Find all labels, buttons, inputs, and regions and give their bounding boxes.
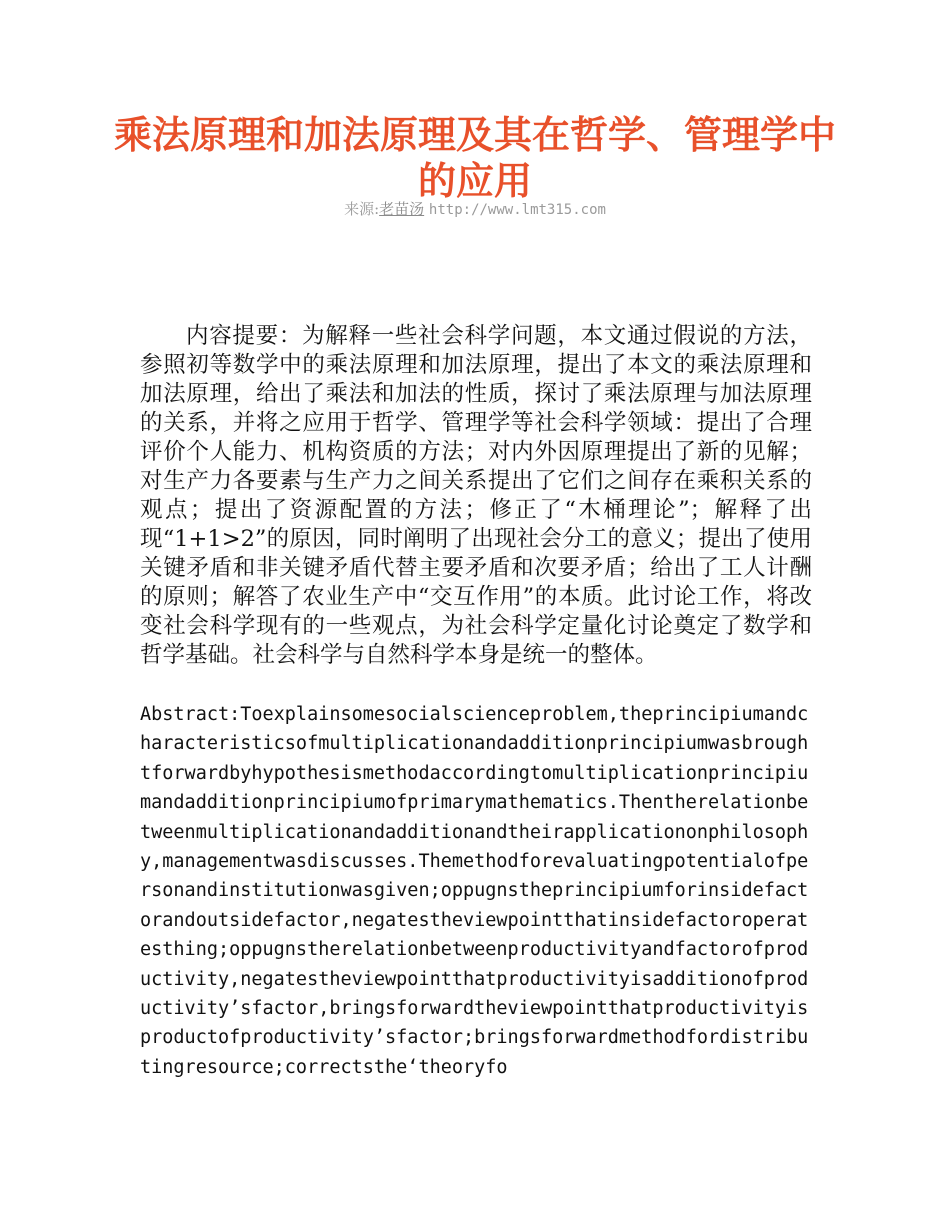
source-author-link[interactable]: 老苗汤: [379, 200, 425, 218]
source-line: [100, 198, 850, 221]
document-title: 乘法原理和加法原理及其在哲学、管理学中的应用: [113, 112, 836, 203]
english-abstract: Abstract:Toexplainsomesocialscienceproblem,theprincipiumandcharacteristicsofmultiplicationandadditionprincipiumwasbroughtforwardbyhypothesismethodaccordingtomultiplicationprincipiumandadditionprincipiumofprimarymathematics.Thentherelationbetweenmultiplicationandadditionandtheirapplicationonphilosophy,managementwasdiscusses.Themethodforevaluatingpotentialofpersonandinstitutionwasgiven;oppugnstheprincipiumforinsidefactorandoutsidefactor,negatestheviewpointthatinsidefactoroperatesthing;oppugnstherelationbetweenproductivityandfactorofproductivity,negatestheviewpointthatproductivityisadditionofproductivity’sfactor,bringsforwardtheviewpointthatproductivityisproductofproductivity’sfactor;bringsforwardmethodfordistributingresource;correctsthe‘theoryfo: [140, 704, 809, 1078]
chinese-abstract: 内容提要：为解释一些社会科学问题，本文通过假说的方法，参照初等数学中的乘法原理和加法原理，提出了本文的乘法原理和加法原理，给出了乘法和加法的性质，探讨了乘法原理与加法原理的关系，并将之应用于哲学、管理学等社会科学领域：提出了合理评价个人能力、机构资质的方法；对内外因原理提出了新的见解；对生产力各要素与生产力之间关系提出了它们之间存在乘积关系的观点；提出了资源配置的方法；修正了“木桶理论”；解释了出现“1+1>2”的原因，同时阐明了出现社会分工的意义；提出了使用关键矛盾和非关键矛盾代替主要矛盾和次要矛盾；给出了工人计酬的原则；解答了农业生产中“交互作用”的本质。此讨论工作，将改变社会科学现有的一些观点，为社会科学定量化讨论奠定了数学和哲学基础。社会科学与自然科学本身是统一的整体。: [140, 323, 812, 668]
source-url: http://www.lmt315.com: [428, 202, 606, 218]
source-label: 来源:: [344, 200, 380, 218]
